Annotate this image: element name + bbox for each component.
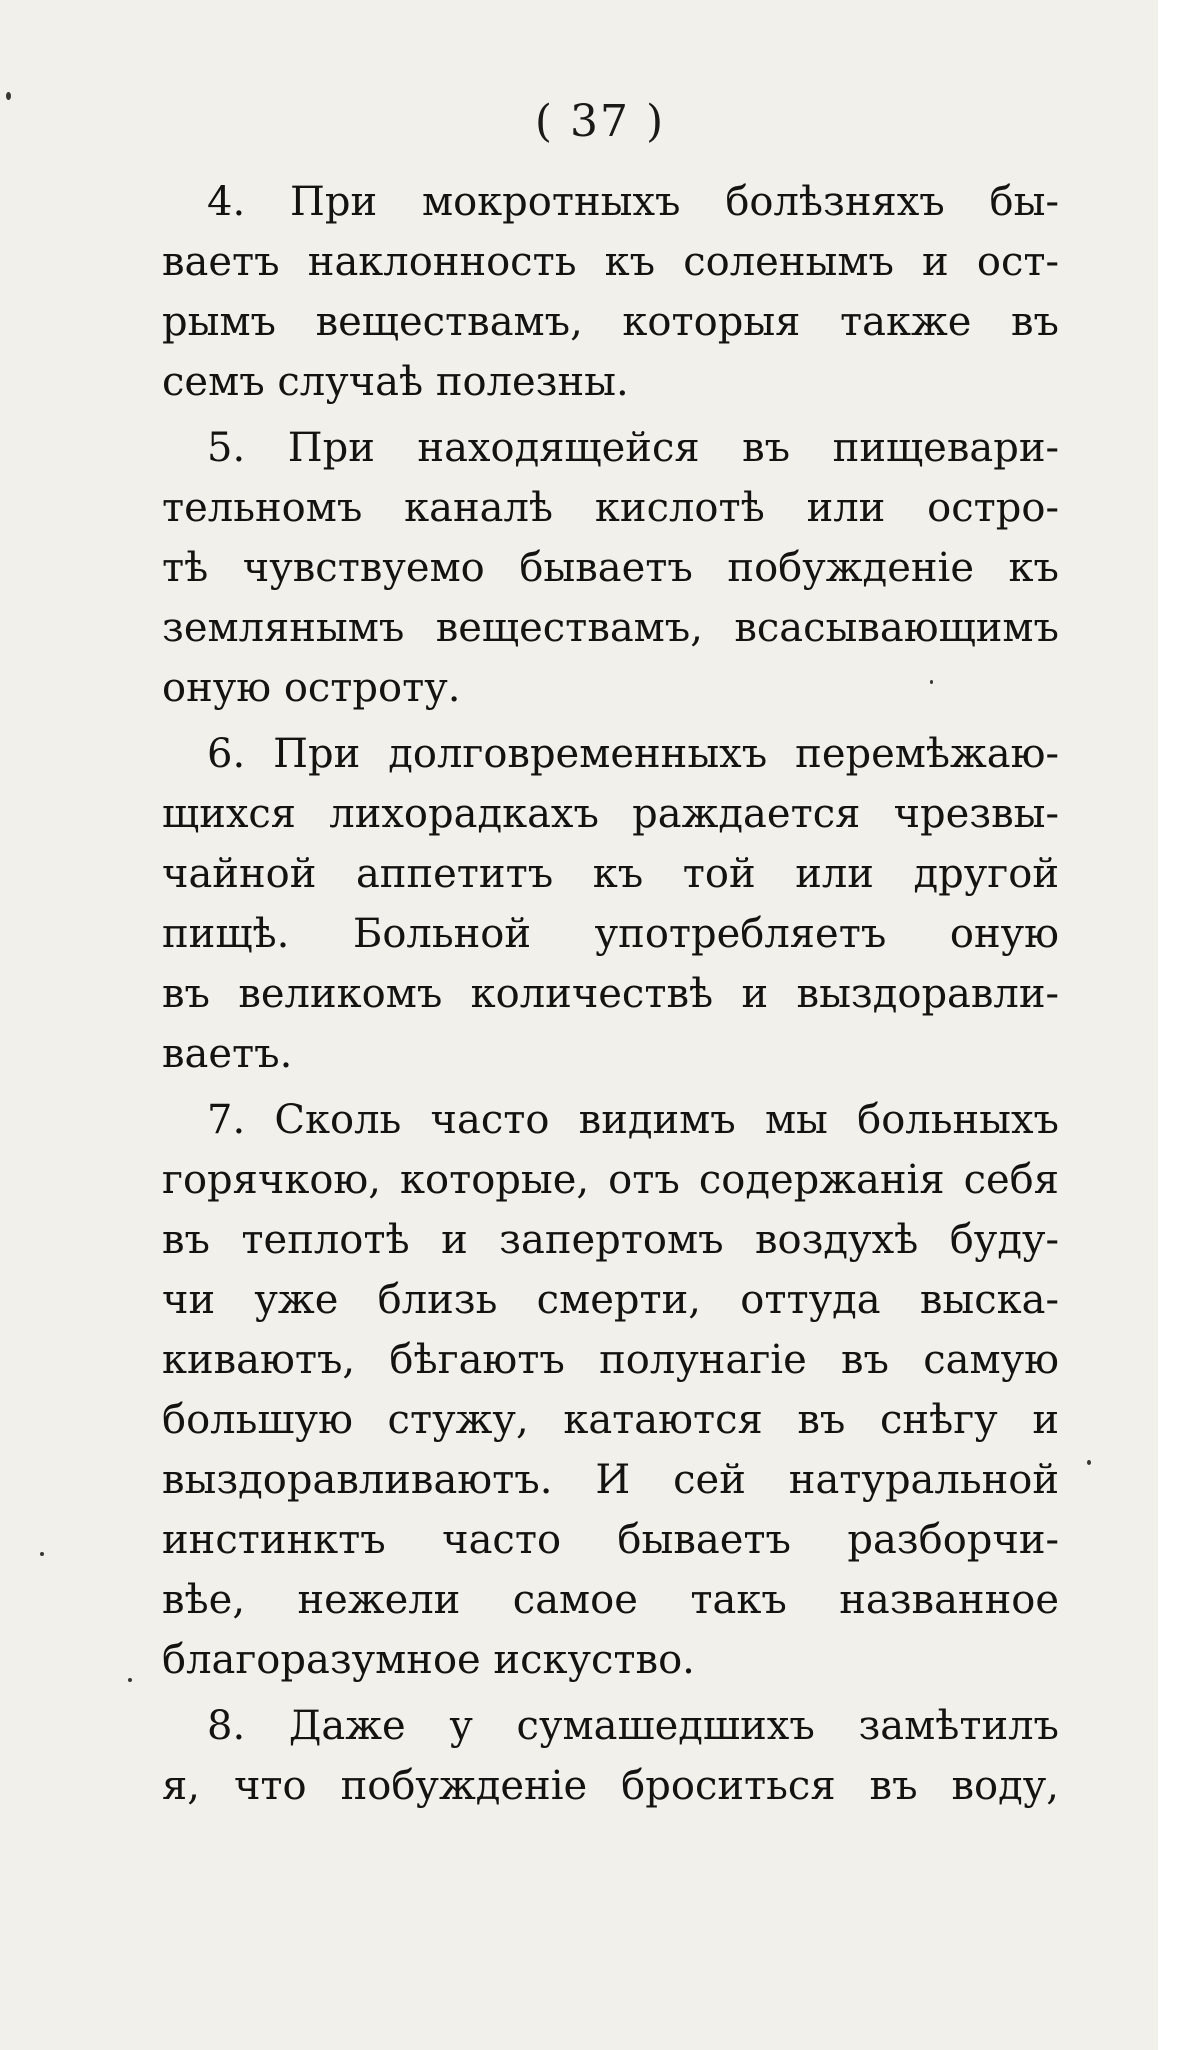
text-line: горячкою, которые, отъ содержанiя себя [162, 1157, 1059, 1203]
text-line: я, что побужденiе броситься въ воду, [162, 1763, 1059, 1809]
text-line: ваетъ. [162, 1031, 293, 1077]
paragraph-7 [162, 1090, 1059, 1690]
text-line: благоразумное искуство. [162, 1637, 695, 1683]
text-line: землянымъ веществамъ, всасывающимъ [162, 605, 1059, 651]
text-line: оную остроту. [162, 665, 461, 711]
text-line: въ великомъ количествѣ и выздоравли- [162, 971, 1059, 1017]
ink-speck [128, 1678, 132, 1682]
body-text [162, 172, 1059, 1822]
paragraph-6 [162, 724, 1059, 1084]
text-line: семъ случаѣ полезны. [162, 359, 629, 405]
text-line: тѣ чувствуемо бываетъ побужденiе къ [162, 545, 1059, 591]
text-line: чайной аппетитъ къ той или другой [162, 851, 1059, 897]
paragraph-5 [162, 418, 1059, 718]
text-line: 5. При находящейся въ пищевари- [207, 425, 1059, 471]
text-line: вѣе, нежели самое такъ названное [162, 1577, 1059, 1623]
paragraph-8 [162, 1696, 1059, 1816]
text-line: рымъ веществамъ, которыя также въ [162, 299, 1059, 345]
ink-speck [40, 1552, 44, 1556]
text-line: 4. При мокротныхъ болѣзняхъ бы- [207, 179, 1059, 225]
text-line: выздоравливаютъ. И сей натуральной [162, 1457, 1059, 1503]
text-line: инстинктъ часто бываетъ разборчи- [162, 1517, 1059, 1563]
text-line: 7. Сколь часто видимъ мы больныхъ [207, 1097, 1059, 1143]
text-line: въ теплотѣ и запертомъ воздухѣ буду- [162, 1217, 1059, 1263]
text-line: 6. При долговременныхъ перемѣжаю- [207, 731, 1059, 777]
text-line: киваютъ, бѣгаютъ полунагiе въ самую [162, 1337, 1059, 1383]
text-line: пищѣ. Больной употребляетъ оную [162, 911, 1059, 957]
page-number: ( 37 ) [534, 96, 666, 147]
text-line: 8. Даже у сумашедшихъ замѣтилъ [207, 1703, 1059, 1749]
text-line: тельномъ каналѣ кислотѣ или остро- [162, 485, 1059, 531]
text-line: чи уже близь смерти, оттуда выска- [162, 1277, 1059, 1323]
paragraph-4 [162, 172, 1059, 412]
ink-speck [1087, 1460, 1091, 1465]
text-line: щихся лихорадкахъ раждается чрезвы- [162, 791, 1059, 837]
scan-margin [1158, 0, 1200, 2050]
text-line: ваетъ наклонность къ соленымъ и ост- [162, 239, 1059, 285]
text-line: большую стужу, катаются въ снѣгу и [162, 1397, 1059, 1443]
